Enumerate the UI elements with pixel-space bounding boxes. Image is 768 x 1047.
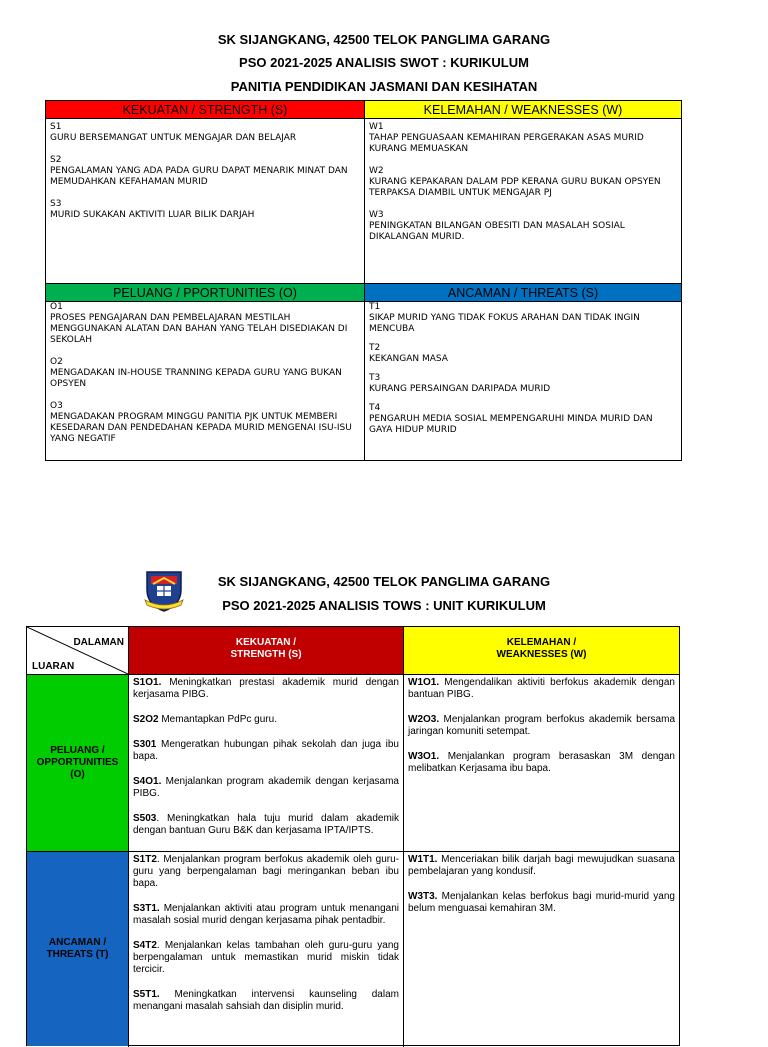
tows-analysis-title: PSO 2021-2025 ANALISIS TOWS : UNIT KURIKULUM bbox=[222, 598, 546, 613]
opportunity-side-line2: OPPORTUNITIES bbox=[36, 757, 119, 768]
strength-code: S3 bbox=[50, 199, 62, 209]
wo-strategy: W3O1. Menjalankan program berasaskan 3M dengan melibatkan Kerjasama ibu bapa. bbox=[408, 751, 675, 774]
so-strategy: S503. Meningkatkan hala tuju murid dalam akademik dengan bantuan Guru B&K dan kerjasama IPTA/IPTS. bbox=[133, 813, 399, 836]
wt-strategy: W1T1. Menceriakan bilik darjah bagi mewujudkan suasana pembelajaran yang kondusif. bbox=[408, 854, 675, 877]
strength-code: S1 bbox=[50, 122, 62, 132]
threat-header: ANCAMAN / THREATS (S) bbox=[365, 284, 681, 302]
weakness-code: W1 bbox=[369, 122, 384, 132]
tows-strength-header-line1: KEKUATAN / bbox=[235, 637, 297, 648]
wo-strategy: W1O1. Mengendalikan aktiviti berfokus akademik dengan bantuan PIBG. bbox=[408, 677, 675, 700]
threat-code: T4 bbox=[369, 403, 381, 413]
strength-text: PENGALAMAN YANG ADA PADA GURU DAPAT MENARIK MINAT DAN MEMUDAHKAN KEFAHAMAN MURID bbox=[50, 166, 348, 187]
wt-strategy: W3T3. Menjalankan kelas berfokus bagi murid-murid yang belum menguasai kemahiran 3M. bbox=[408, 891, 675, 914]
weakness-code: W3 bbox=[369, 210, 384, 220]
opportunity-text: MENGADAKAN IN-HOUSE TRANNING KEPADA GURU YANG BUKAN OPSYEN bbox=[50, 368, 342, 389]
threat-text: KEKANGAN MASA bbox=[369, 354, 448, 364]
tows-weakness-header-line1: KELEMAHAN / bbox=[506, 637, 577, 648]
tows-weakness-header-line2: WEAKNESSES (W) bbox=[496, 649, 587, 660]
so-strategy: S2O2 Memantapkan PdPc guru. bbox=[133, 714, 277, 725]
opportunity-text: PROSES PENGAJARAN DAN PEMBELAJARAN MESTILAH MENGGUNAKAN ALATAN DAN BAHAN YANG TELAH DISEDIAKAN DI SEKOLAH bbox=[50, 313, 348, 345]
strength-header: KEKUATAN / STRENGTH (S) bbox=[46, 101, 364, 119]
strength-list bbox=[46, 120, 364, 282]
threat-side-line1: ANCAMAN / bbox=[48, 937, 107, 948]
weakness-text: PENINGKATAN BILANGAN OBESITI DAN MASALAH SOSIAL DIKALANGAN MURID. bbox=[369, 221, 625, 242]
corner-internal-label: DALAMAN bbox=[73, 637, 124, 648]
threat-text: PENGARUH MEDIA SOSIAL MEMPENGARUHI MINDA MURID DAN GAYA HIDUP MURID bbox=[369, 414, 653, 435]
weakness-list bbox=[365, 120, 681, 282]
tows-strength-header-line2: STRENGTH (S) bbox=[230, 649, 302, 660]
st-strategy: S5T1. Meningkatkan intervensi kaunseling dalam menangani masalah sahsiah dan disiplin murid. bbox=[133, 989, 399, 1012]
tows-threat-side bbox=[27, 852, 128, 1046]
st-strategy: S1T2. Menjalankan program berfokus akademik oleh guru-guru yang berpengalaman bagi meringankan beban ibu bapa. bbox=[133, 854, 399, 889]
swot-panel-title: PANITIA PENDIDIKAN JASMANI DAN KESIHATAN bbox=[230, 79, 538, 94]
tows-opportunity-side bbox=[27, 675, 128, 851]
swot-table bbox=[45, 100, 682, 461]
tows-weakness-header bbox=[404, 627, 679, 674]
wo-strategy: W2O3. Menjalankan program berfokus akademik bersama jaringan komuniti setempat. bbox=[408, 714, 675, 737]
swot-school-title: SK SIJANGKANG, 42500 TELOK PANGLIMA GARANG bbox=[217, 32, 551, 47]
swot-analysis-title: PSO 2021-2025 ANALISIS SWOT : KURIKULUM bbox=[239, 55, 529, 70]
threat-code: T3 bbox=[369, 373, 381, 383]
strength-code: S2 bbox=[50, 155, 62, 165]
weakness-text: KURANG KEPAKARAN DALAM PDP KERANA GURU BUKAN OPSYEN TERPAKSA DIAMBIL UNTUK MENGAJAR PJ bbox=[369, 177, 661, 198]
st-strategy: S3T1. Menjalankan aktiviti atau program untuk menangani masalah sosial murid dengan kerjasama pihak pentadbir. bbox=[133, 903, 399, 926]
weakness-header: KELEMAHAN / WEAKNESSES (W) bbox=[365, 101, 681, 119]
so-strategy: S301 Mengeratkan hubungan pihak sekolah dan juga ibu bapa. bbox=[133, 739, 399, 762]
corner-external-label: LUARAN bbox=[32, 661, 75, 672]
opportunity-text: MENGADAKAN PROGRAM MINGGU PANITIA PJK UNTUK MEMBERI KESEDARAN DAN PENDEDAHAN KEPADA MURID MENGENAI ISU-ISU YANG NEGATIF bbox=[50, 412, 352, 444]
weakness-text: TAHAP PENGUASAAN KEMAHIRAN PERGERAKAN ASAS MURID KURANG MEMUASKAN bbox=[369, 133, 644, 154]
threat-side-line2: THREATS (T) bbox=[46, 949, 109, 960]
tows-wt-cell bbox=[404, 852, 679, 1047]
strength-text: MURID SUKAKAN AKTIVITI LUAR BILIK DARJAH bbox=[50, 210, 255, 220]
opportunity-side-line3: (O) bbox=[70, 769, 85, 780]
st-strategy: S4T2. Menjalankan kelas tambahan oleh guru-guru yang berpengalaman untuk memastikan murid miskin tidak tercicir. bbox=[133, 940, 399, 975]
weakness-code: W2 bbox=[369, 166, 384, 176]
tows-strength-header bbox=[129, 627, 403, 674]
strength-text: GURU BERSEMANGAT UNTUK MENGAJAR DAN BELAJAR bbox=[50, 133, 297, 143]
tows-st-cell bbox=[129, 852, 403, 1047]
threat-text: KURANG PERSAINGAN DARIPADA MURID bbox=[369, 384, 551, 394]
so-strategy: S4O1. Menjalankan program akademik dengan kerjasama PIBG. bbox=[133, 776, 399, 799]
threat-text: SIKAP MURID YANG TIDAK FOKUS ARAHAN DAN TIDAK INGIN MENCUBA bbox=[369, 313, 640, 334]
tows-corner-cell bbox=[27, 627, 128, 674]
threat-code: T2 bbox=[369, 343, 381, 353]
opportunity-code: O1 bbox=[50, 302, 63, 312]
threat-list bbox=[365, 302, 681, 460]
opportunity-list bbox=[46, 302, 364, 460]
opportunity-code: O3 bbox=[50, 401, 63, 411]
tows-so-cell bbox=[129, 675, 403, 851]
opportunity-header: PELUANG / PPORTUNITIES (O) bbox=[46, 284, 364, 302]
tows-wo-cell bbox=[404, 675, 679, 851]
so-strategy: S1O1. Meningkatkan prestasi akademik murid dengan kerjasama PIBG. bbox=[133, 677, 399, 700]
threat-code: T1 bbox=[369, 302, 381, 312]
tows-table bbox=[26, 626, 680, 1046]
opportunity-side-line1: PELUANG / bbox=[50, 745, 105, 756]
opportunity-code: O2 bbox=[50, 357, 63, 367]
tows-school-title: SK SIJANGKANG, 42500 TELOK PANGLIMA GARANG bbox=[217, 574, 551, 589]
